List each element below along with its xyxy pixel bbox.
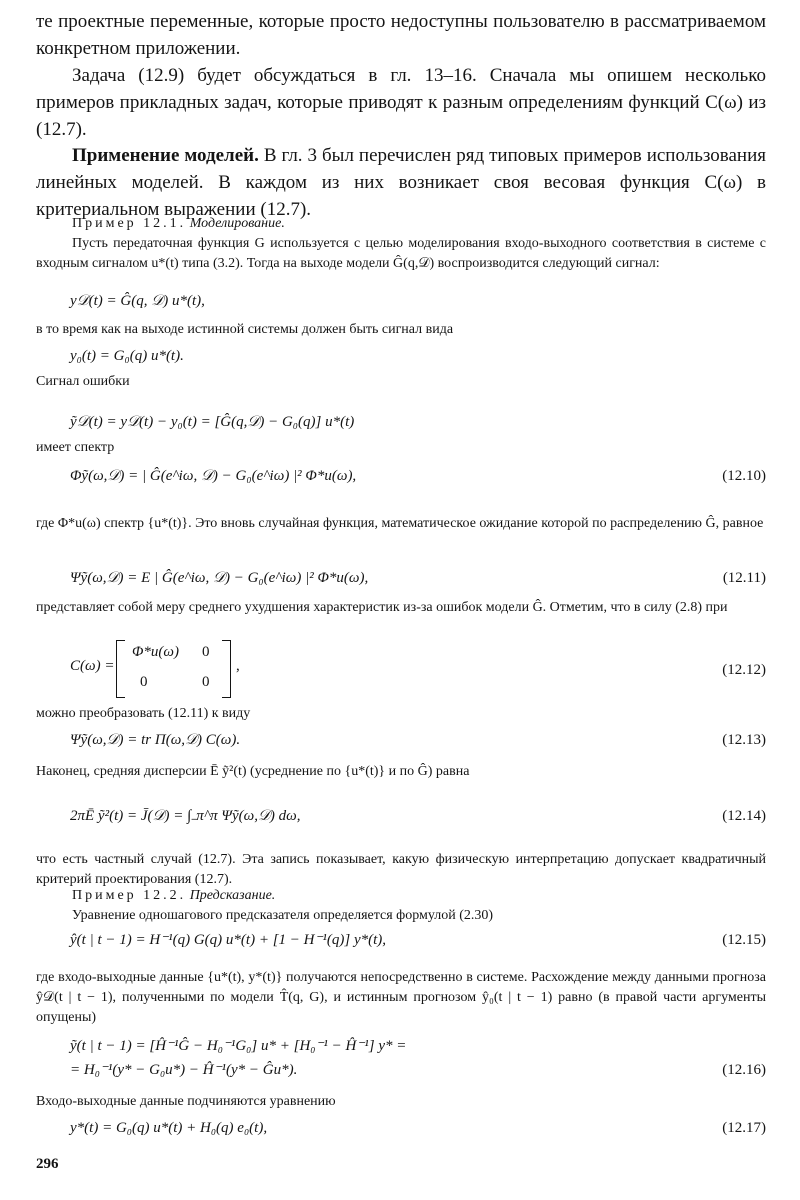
equation-number: (12.15) bbox=[722, 932, 766, 948]
equation-12-14: 2πĒ ỹ²(t) = J̄(𝒟) = ∫₋π^π Ψỹ(ω,𝒟) dω, (12.14) bbox=[36, 804, 766, 828]
example-2-text: Уравнение одношагового предсказателя определяется формулой (2.30) bbox=[72, 908, 494, 923]
equation-12-16-line1: ỹ(t | t − 1) = [Ĥ⁻¹Ĝ − H₀⁻¹G₀] u* + [H₀⁻¹ − Ĥ⁻¹] y* = bbox=[70, 1038, 407, 1054]
equation-number: (12.11) bbox=[722, 570, 766, 586]
equation-number: (12.16) bbox=[722, 1062, 766, 1078]
text-mean-variance: Наконец, средняя дисперсии Ē ỹ²(t) (усреднение по {u*(t)} и по Ĝ) равна bbox=[36, 764, 470, 779]
example-1-text: Пусть передаточная функция G используется с целью моделирования входо-выходного соответствия в системе с входным сигналом u*(t) типа (3.2). Тогда на выходе модели Ĝ(q,𝒟) воспроизводится следующий сигнал: bbox=[36, 236, 766, 271]
page-number: 296 bbox=[36, 1156, 59, 1172]
equation-number: (12.17) bbox=[722, 1120, 766, 1136]
example-title: Моделирование. bbox=[189, 216, 285, 231]
equation-error-signal: ỹ𝒟(t) = y𝒟(t) − y₀(t) = [Ĝ(q,𝒟) − G₀(q)] u*(t) bbox=[70, 414, 355, 430]
text-transform: можно преобразовать (12.11) к виду bbox=[36, 706, 251, 721]
equation-12-16-line2: = H₀⁻¹(y* − G₀u*) − Ĥ⁻¹(y* − Ĝu*). (12.16) bbox=[36, 1058, 766, 1082]
equation-12-15: ŷ(t | t − 1) = H⁻¹(q) G(q) u*(t) + [1 − H⁻¹(q)] y*(t), (12.15) bbox=[36, 928, 766, 952]
equation-model-output: y𝒟(t) = Ĝ(q, 𝒟) u*(t), bbox=[70, 293, 205, 309]
equation-number: (12.13) bbox=[722, 732, 766, 748]
text-true-system: в то время как на выходе истинной системы должен быть сигнал вида bbox=[36, 322, 454, 337]
paragraph-task: Задача (12.9) будет обсуждаться в гл. 13–16. Сначала мы опишем несколько примеров прикладных задач, которые приводят к разным определениям функций C(ω) из (12.7). bbox=[36, 65, 766, 140]
paragraph-applications bbox=[36, 142, 766, 223]
equation-number: (12.10) bbox=[722, 468, 766, 484]
example-label: Пример 12.2. bbox=[72, 888, 187, 903]
equation-12-17: y*(t) = G₀(q) u*(t) + H₀(q) e₀(t), (12.17) bbox=[36, 1116, 766, 1140]
example-label: Пример 12.1. bbox=[72, 216, 187, 231]
equation-12-12-number: (12.12) bbox=[722, 662, 766, 678]
section-heading: Применение моделей. bbox=[72, 145, 259, 166]
example-heading-2 bbox=[36, 886, 766, 906]
text-prediction-mismatch: где входо-выходные данные {u*(t), y*(t)} получаются непосредственно в системе. Расхождение между данными прогноза ŷ𝒟(t | t − 1), полученными по модели T̂(q, G), и истинным прогнозом ŷ₀(t | t − 1) равно (в правой части аргументы опущены) bbox=[36, 970, 766, 1025]
text-degradation: представляет собой меру среднего ухудшения характеристик из-за ошибок модели Ĝ. Отметим, что в силу (2.8) при bbox=[36, 600, 728, 615]
equation-12-12-matrix: C(ω) = Φ*u(ω) 0 0 0 , bbox=[70, 640, 270, 698]
equation-12-10: Φỹ(ω,𝒟) = | Ĝ(e^iω, 𝒟) − G₀(e^iω) |² Φ*u(ω), (12.10) bbox=[36, 464, 766, 488]
equation-number: (12.14) bbox=[722, 808, 766, 824]
text-io-data: Входо-выходные данные подчиняются уравнению bbox=[36, 1094, 336, 1109]
paragraph-applications-text: В гл. 3 был перечислен ряд типовых примеров использования линейных моделей. В каждом из них возникает своя весовая функция C(ω) в критериальном выражении (12.7). bbox=[36, 145, 766, 220]
example-heading-1 bbox=[36, 214, 766, 234]
equation-12-11: Ψỹ(ω,𝒟) = E | Ĝ(e^iω, 𝒟) − G₀(e^iω) |² Φ*u(ω), (12.11) bbox=[36, 566, 766, 590]
equation-true-output: y₀(t) = G₀(q) u*(t). bbox=[70, 348, 184, 364]
example-title: Предсказание. bbox=[189, 888, 276, 903]
paragraph-intro: те проектные переменные, которые просто недоступны пользователю в рассматриваемом конкретном приложении. bbox=[36, 11, 766, 59]
text-error-signal: Сигнал ошибки bbox=[36, 374, 130, 389]
text-spectrum-def: где Φ*u(ω) спектр {u*(t)}. Это вновь случайная функция, математическое ожидание которой по распределению Ĝ, равное bbox=[36, 516, 764, 531]
text-special-case: что есть частный случай (12.7). Эта запись показывает, какую физическую интерпретацию допускает квадратичный критерий проектирования (12.7). bbox=[36, 852, 766, 887]
text-spectrum: имеет спектр bbox=[36, 440, 115, 455]
equation-12-13: Ψỹ(ω,𝒟) = tr Π(ω,𝒟) C(ω). (12.13) bbox=[36, 728, 766, 752]
